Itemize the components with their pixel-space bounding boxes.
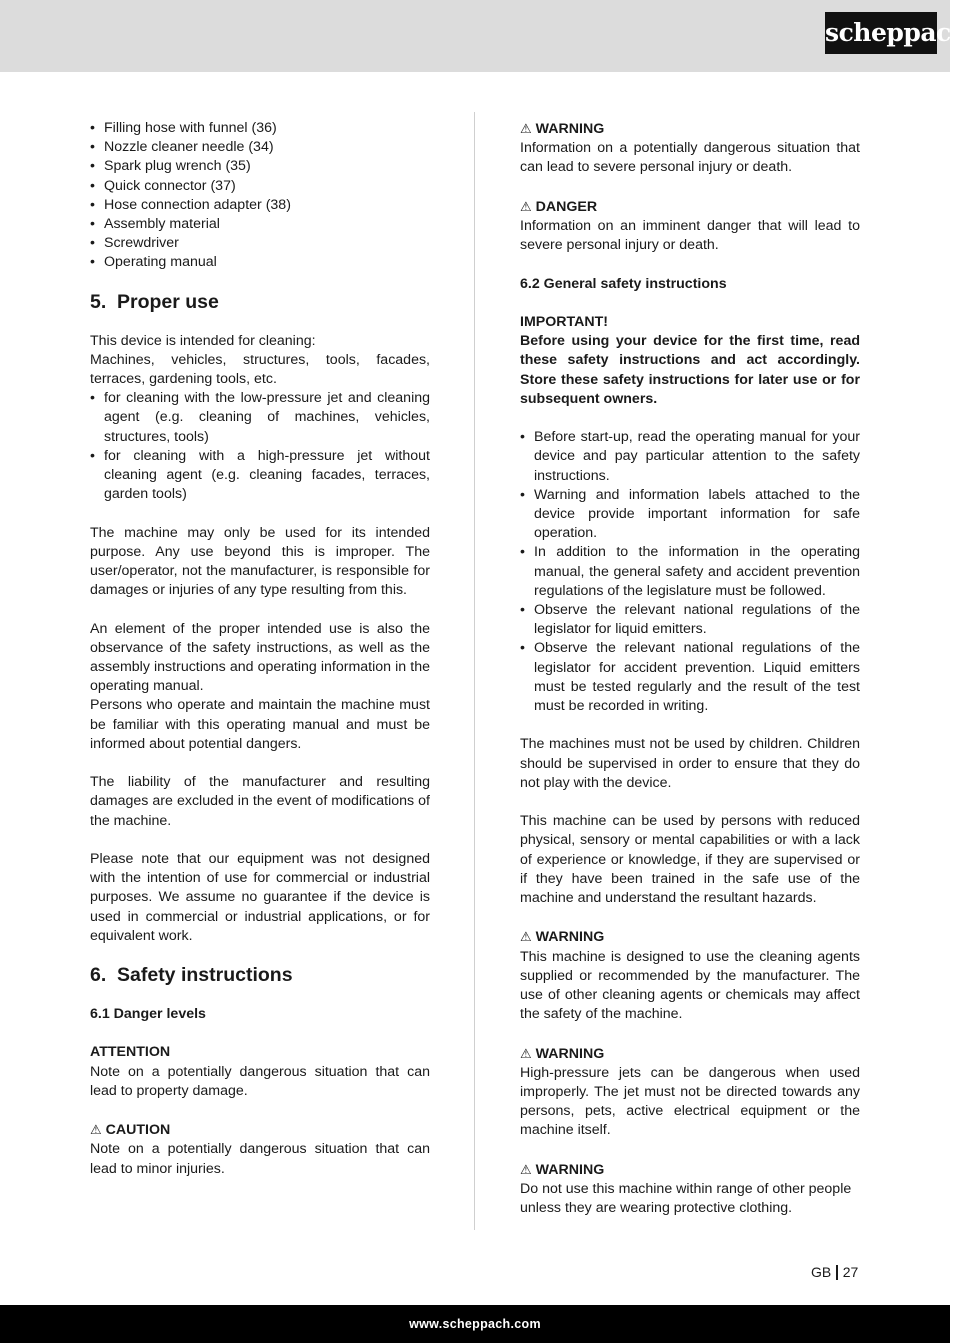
column-divider <box>474 112 475 1230</box>
list-item: • Observe the relevant national regulations of the legislator for accident prevention. Liquid emitters must be tested regularly and the result of the test must be recorded in writing. <box>520 639 860 716</box>
paragraph: Do not use this machine within range of other people unless they are wearing protective clothing. <box>520 1181 852 1217</box>
footer-bar <box>0 1305 950 1343</box>
list-item: • Before start-up, read the operating manual for your device and pay particular attention to the safety instructions. <box>520 428 860 486</box>
warning-triangle-icon: ⚠ <box>520 121 532 136</box>
paragraph: Information on an imminent danger that will lead to severe personal injury or death. <box>520 218 860 254</box>
subsection-heading: 6.1 Danger levels <box>90 1006 206 1023</box>
list-item: • In addition to the information in the operating manual, the general safety and accident prevention regulations of the legislature must be followed. <box>520 543 860 601</box>
list-item: • Observe the relevant national regulations of the legislator for liquid emitters. <box>520 601 860 639</box>
list-item: • Quick connector (37) <box>90 177 430 196</box>
page-number-value: 27 <box>842 1264 859 1280</box>
paragraph: This device is intended for cleaning: <box>90 332 316 349</box>
paragraph: The liability of the manufacturer and resulting damages are excluded in the event of modifications of the machine. <box>90 774 430 829</box>
warning-triangle-icon: ⚠ <box>520 1045 532 1061</box>
scope-of-delivery-list <box>90 119 430 273</box>
list-item: • for cleaning with the low-pressure jet and cleaning agent (e.g. cleaning of machines, vehicles, structures, tools) <box>90 389 430 447</box>
attention-label: ATTENTION <box>90 1044 171 1061</box>
list-item: • for cleaning with a high-pressure jet without cleaning agent (e.g. cleaning facades, terraces, garden tools) <box>90 447 430 505</box>
section-number: 5. <box>90 290 107 313</box>
danger-label: DANGER <box>535 198 598 215</box>
danger-heading <box>520 197 860 217</box>
right-column <box>520 119 860 1218</box>
list-item: • Filling hose with funnel (36) <box>90 119 430 138</box>
warning-triangle-icon: ⚠ <box>520 1161 532 1177</box>
warning-label: WARNING <box>535 121 605 137</box>
paragraph: Information on a potentially dangerous situation that can lead to severe personal injury or death. <box>520 140 860 176</box>
important-label: IMPORTANT! <box>520 313 608 330</box>
important-text: Before using your device for the first time, read these safety instructions and act accordingly. Store these safety instructions for later use or for subsequent owners. <box>520 333 860 407</box>
caution-heading <box>90 1120 430 1140</box>
warning-label: WARNING <box>535 929 605 946</box>
warning-heading <box>520 119 860 139</box>
caution-label: CAUTION <box>105 1122 171 1139</box>
page-number-separator <box>836 1265 838 1280</box>
list-item: • Warning and information labels attached to the device provide important information for safe operation. <box>520 486 860 544</box>
warning-triangle-icon: ⚠ <box>520 198 532 214</box>
page-language: GB <box>811 1264 832 1280</box>
list-item: • Spark plug wrench (35) <box>90 157 430 176</box>
list-item: • Assembly material <box>90 215 430 234</box>
footer-url: www.scheppach.com <box>409 1317 541 1331</box>
intended-use-list <box>90 389 430 504</box>
paragraph: Persons who operate and maintain the machine must be familiar with this operating manual and must be informed about potential dangers. <box>90 697 430 752</box>
paragraph: Please note that our equipment was not designed with the intention of use for commercial or industrial purposes. We assume no guarantee if the device is used in commercial or industrial applications, or for equivalent work. <box>90 851 430 944</box>
paragraph: Note on a potentially dangerous situation that can lead to minor injuries. <box>90 1141 430 1177</box>
list-item: • Operating manual <box>90 253 430 272</box>
warning-label: WARNING <box>535 1045 605 1062</box>
section-title: Proper use <box>117 290 219 313</box>
paragraph: Machines, vehicles, structures, tools, facades, terraces, gardening tools, etc. <box>90 351 430 388</box>
paragraph: An element of the proper intended use is also the observance of the safety instructions, as well as the assembly instructions and operating information in the operating manual. <box>90 620 430 695</box>
warning-heading <box>520 1044 860 1064</box>
paragraph: This machine can be used by persons with reduced physical, sensory or mental capabilities or with a lack of experience or knowledge, if they are supervised or if they have been trained in the safe use of the machine and understand the resultant hazards. <box>520 813 860 907</box>
subsection-heading: 6.2 General safety instructions <box>520 275 727 292</box>
warning-triangle-icon: ⚠ <box>90 1122 102 1138</box>
list-item: • Nozzle cleaner needle (34) <box>90 138 430 157</box>
warning-heading <box>520 1160 860 1180</box>
safety-instructions-list <box>520 428 860 716</box>
paragraph: High-pressure jets can be dangerous when used improperly. The jet must not be directed towards any persons, pets, active electrical equipment or the machine itself. <box>520 1064 860 1139</box>
warning-label: WARNING <box>535 1161 605 1178</box>
section-title: Safety instructions <box>117 964 293 987</box>
paragraph: Note on a potentially dangerous situation that can lead to property damage. <box>90 1063 430 1099</box>
section-number: 6. <box>90 964 107 987</box>
paragraph: This machine is designed to use the cleaning agents supplied or recommended by the manufacturer. The use of other cleaning agents or chemicals may affect the safety of the machine. <box>520 948 860 1023</box>
scheppach-logo: scheppach <box>825 12 937 54</box>
left-column <box>90 119 430 1179</box>
warning-triangle-icon: ⚠ <box>520 929 532 945</box>
paragraph: The machines must not be used by children. Children should be supervised in order to ensure that they do not play with the device. <box>520 736 860 791</box>
warning-heading <box>520 927 860 947</box>
paragraph: The machine may only be used for its intended purpose. Any use beyond this is improper. The user/operator, not the manufacturer, is responsible for damages or injuries of any type resulting from this. <box>90 524 430 599</box>
list-item: • Hose connection adapter (38) <box>90 196 430 215</box>
section-heading-safety-instructions <box>90 962 430 988</box>
list-item: • Screwdriver <box>90 234 430 253</box>
header-band <box>0 0 950 72</box>
section-heading-proper-use <box>90 289 430 315</box>
page-number <box>811 1264 858 1280</box>
